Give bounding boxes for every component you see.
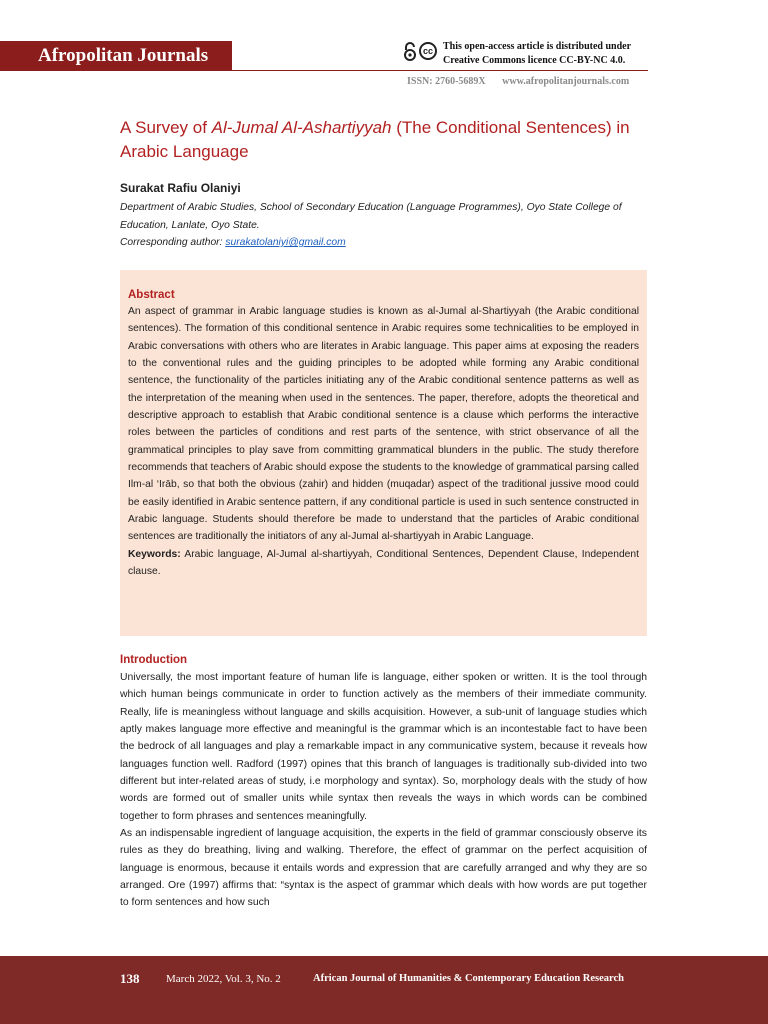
corresponding-label: Corresponding author: [120, 237, 226, 248]
keywords-list: Arabic language, Al-Jumal al-shartiyyah, Conditional Sentences, Dependent Clause, Independent clause. [128, 548, 639, 578]
title-part-1: A Survey of [120, 118, 212, 137]
keywords-label: Keywords: [128, 548, 181, 560]
issn: ISSN: 2760-5689X [407, 76, 486, 87]
article-title [120, 116, 660, 164]
corresponding-author [120, 234, 650, 252]
creative-commons-icon: cc [419, 42, 437, 60]
abstract-heading: Abstract [128, 289, 175, 301]
affiliation-block [120, 199, 650, 252]
author-email-link[interactable]: surakatolaniyi@gmail.com [225, 237, 346, 248]
license-line-1: This open-access article is distributed under [443, 41, 632, 52]
page-number: 138 [120, 971, 140, 986]
introduction-paragraph-2: As an indispensable ingredient of language acquisition, the experts in the field of grammar consciously observe its rules as they do breathing, living and walking. Therefore, the effect of grammar on the perfect acquisition of language is enormous, because it entails words and expression that are carefully arranged and why they are so arranged. Ore (1997) affirms that: “syntax is the aspect of grammar which deals with how words are put together to form sentences and how such [120, 828, 647, 909]
page-footer [0, 956, 768, 1024]
license-notice [443, 40, 653, 67]
keywords [128, 546, 639, 581]
issue-info: March 2022, Vol. 3, No. 2 [166, 973, 281, 985]
title-italic: Al-Jumal Al-Ashartiyyah [211, 118, 392, 137]
open-access-icon [402, 42, 418, 62]
issn-line [407, 76, 643, 87]
journal-name: African Journal of Humanities & Contemporary Education Research [313, 973, 624, 984]
introduction-body [120, 669, 647, 912]
website-link[interactable]: www.afropolitanjournals.com [502, 76, 630, 87]
abstract-box [120, 270, 647, 636]
title-part-2: (The Conditional Sentences) in Arabic Language [120, 118, 630, 161]
introduction-paragraph-1: Universally, the most important feature of human life is language, either spoken or written. It is the tool through which human beings communicate in order to function actively as the members of their immediate community. Really, life is meaningless without language and skills acquisition. However, a sub-unit of language studies which aptly makes language more effective and meaningful is the grammar which is an incontestable fact to have been the bedrock of all languages and play a remarkable impact in any communicative system, because it reveals how languages function well. Radford (1997) opines that this branch of languages is traditionally sub-divided into two different but inter-related areas of study, i.e morphology and syntax). So, morphology deals with the study of how words are formed out of smaller units while syntax then reveals the ways in which words can be combined together to form phrases and sentences meaningfully. [120, 672, 647, 822]
abstract-text: An aspect of grammar in Arabic language studies is known as al-Jumal al-Shartiyyah (the Arabic conditional sentences). The formation of this conditional sentence in Arabic requires some technicalities to be employed in Arabic conversations with others who are literates in Arabic language. This paper aims at exposing the readers to the conventional rules and the guiding principles to be adopted while forming any Arabic conditional sentence, the functionality of the particles initiating any of the Arabic conditional sentence patterns as well as the interpretation of the meaning when used in the sentences. The paper, therefore, adopts the theoretical and descriptive approach to establish that Arabic conditional sentence is a clause which performs the interactive roles between the particles of conditions and rest parts of the sentence, with strict observance of all the grammatical principles to play save from committing grammatical blunders in the public. The study therefore recommends that teachers of Arabic should expose the students to the knowledge of grammatical parsing called Ilm-al ‘Irāb, so that both the obvious (zahir) and hidden (muqadar) aspect of the traditional jussive mood could be easily identified in Arabic sentence pattern, if any conditional particle is used in such sentence constructed in Arabic language. Students should therefore be made to understand that the particles of Arabic conditional sentences are traditionally the initiators of any al-Jumal al-shartiyyah in Arabic Language. [128, 306, 639, 543]
journal-brand: Afropolitan Journals [0, 41, 232, 71]
affiliation: Department of Arabic Studies, School of Secondary Education (Language Programmes), Oyo State College of Education, Lanlate, Oyo State. [120, 202, 622, 231]
author-name: Surakat Rafiu Olaniyi [120, 181, 241, 195]
license-icons [402, 42, 437, 62]
license-line-2: Creative Commons licence CC-BY-NC 4.0. [443, 54, 626, 66]
header-divider [232, 70, 648, 71]
introduction-heading: Introduction [120, 654, 188, 666]
